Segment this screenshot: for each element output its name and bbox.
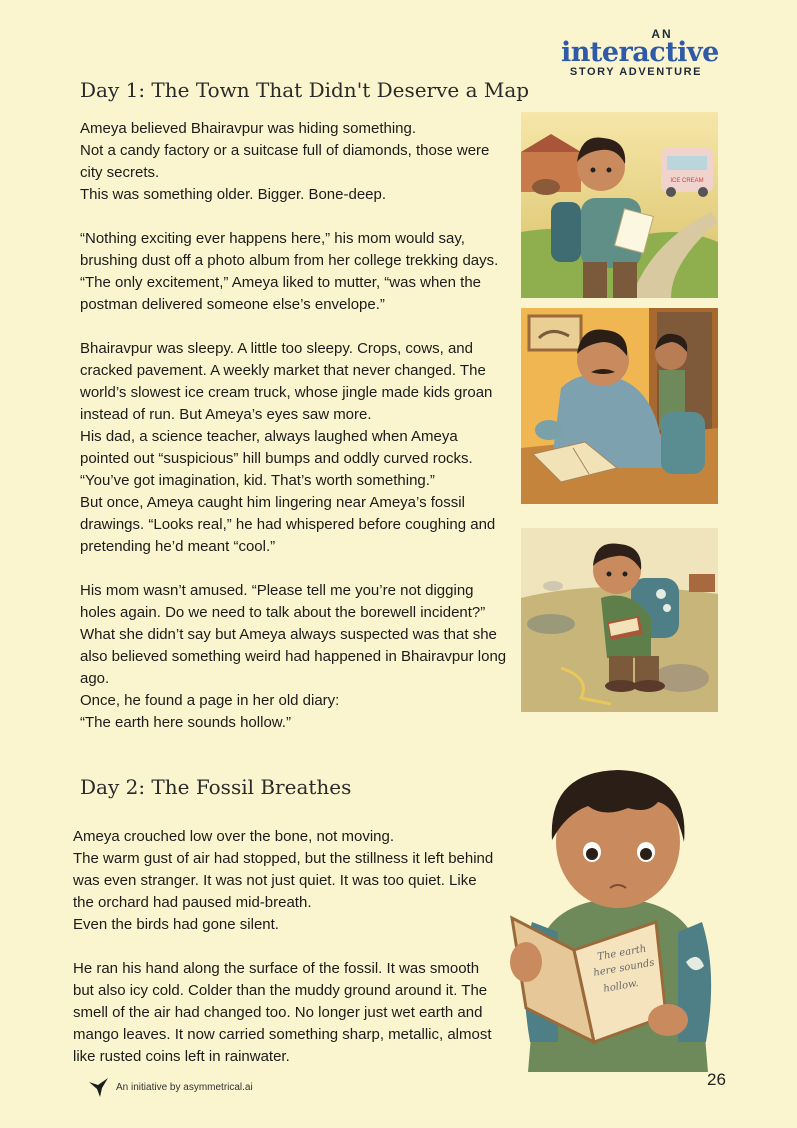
illustration-boy-crouching xyxy=(521,528,718,712)
day1-title: Day 1: The Town That Didn't Deserve a Map xyxy=(80,78,530,102)
diary-line-2: here sounds xyxy=(592,957,656,979)
brand-line-interactive: interactive xyxy=(561,37,719,68)
illustration-boy-notepad xyxy=(521,112,718,298)
illustration-dad-album xyxy=(521,308,718,504)
page-number: 26 xyxy=(707,1070,726,1089)
illustration-boy-diary xyxy=(508,762,726,1072)
asymmetrical-bird-icon xyxy=(88,1076,110,1103)
day1-text xyxy=(80,118,510,734)
paragraph: Bhairavpur was sleepy. A little too sleepy. Crops, cows, and cracked pavement. A weekly market that never changed. The world’s slowest ice cream truck, whose jingle made kids groan instead of run. But Ameya’s eyes saw more. His dad, a science teacher, always laughed when Ameya pointed out “suspicious” hill bumps and oddly curved rocks. “You’ve got imagination, kid. That’s worth something.” But once, Ameya caught him lingering near Ameya’s fossil drawings. “Looks real,” he had whispered before coughing and pretending he’d meant “cool.” xyxy=(80,340,496,555)
paragraph: He ran his hand along the surface of the fossil. It was smooth but also icy cold. Colder than the muddy ground around it. The smell of the air had changed too. No longer just wet earth and mango leaves. It now carried something sharp, metallic, almost like rusted coins left in rainwater. xyxy=(73,960,492,1065)
brand-line-an: AN xyxy=(651,27,673,41)
diary-line-1: The earth xyxy=(596,943,648,963)
footer-credit: An initiative by asymmetrical.ai xyxy=(116,1082,253,1093)
day2-title: Day 2: The Fossil Breathes xyxy=(80,775,352,799)
truck-sign: ICE CREAM xyxy=(670,178,704,184)
diary-line-3: hollow. xyxy=(602,977,640,995)
paragraph: “Nothing exciting ever happens here,” his mom would say, brushing dust off a photo album from her college trekking days. “The only excitement,” Ameya liked to mutter, “was when the postman delivered someone else’s envelope.” xyxy=(80,230,499,313)
paragraph: Ameya crouched low over the bone, not moving. The warm gust of air had stopped, but the stillness it left behind was even stranger. It was not just quiet. It was too quiet. Like the orchard had paused mid-breath. Even the birds had gone silent. xyxy=(73,828,494,933)
brand-logo xyxy=(561,27,719,78)
day2-text xyxy=(73,826,501,1068)
paragraph: His mom wasn’t amused. “Please tell me you’re not digging holes again. Do we need to talk about the borewell incident?” What she didn’t say but Ameya always suspected was that she also believed something weird had happened in Bhairavpur long ago. Once, he found a page in her old diary: “The earth here sounds hollow.” xyxy=(80,582,507,731)
paragraph: Ameya believed Bhairavpur was hiding something. Not a candy factory or a suitcase full of diamonds, those were city secrets. This was something older. Bigger. Bone-deep. xyxy=(80,120,490,203)
brand-line-story-adventure: STORY ADVENTURE xyxy=(569,66,703,78)
